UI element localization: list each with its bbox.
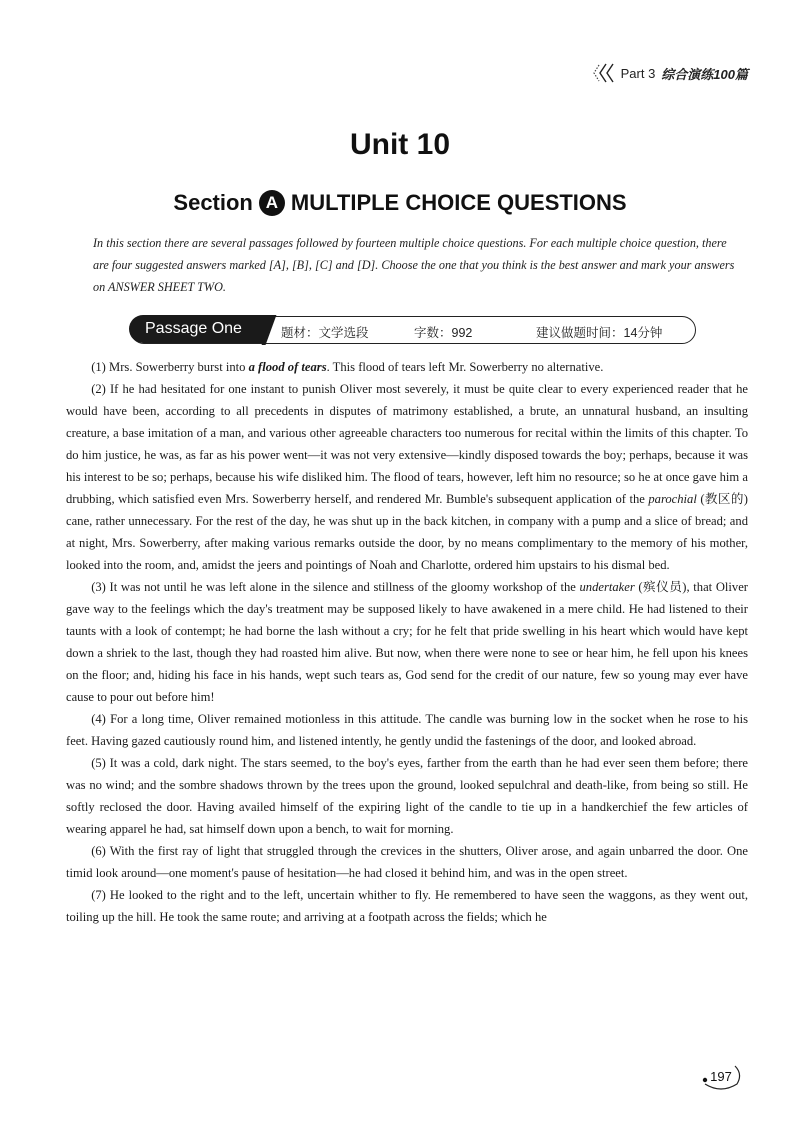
paragraph-1-text-a: (1) Mrs. Sowerberry burst into	[91, 360, 249, 374]
part-arrow-icon	[593, 62, 615, 84]
section-letter-badge: A	[259, 190, 285, 216]
paragraph-1-emphasis: a flood of tears	[248, 360, 327, 374]
passage-body	[66, 356, 748, 928]
paragraph-1-text-b: . This flood of tears left Mr. Sowerberry no alternative.	[326, 360, 604, 374]
paragraph-4: (4) For a long time, Oliver remained motionless in this attitude. The candle was burning low in the socket when he rose to his feet. Having gazed cautiously round him, and listened intently, he gently undid the fastenings of the door, and looked abroad.	[66, 712, 748, 748]
passage-info-bar	[130, 316, 696, 344]
paragraph-5: (5) It was a cold, dark night. The stars seemed, to the boy's eyes, farther from the earth than he had ever seen them before; there was no wind; and the sombre shadows thrown by the trees upon the ground, looked sepulchral and death-like, from being so still. He softly reclosed the door. Having availed himself of the expiring light of the candle to tie up in a handkerchief the few articles of wearing apparel he had, sat himself down upon a bench, to wait for morning.	[66, 756, 748, 836]
page-number	[697, 1062, 745, 1092]
paragraph-1	[66, 356, 748, 378]
paragraph-3-emphasis: undertaker	[579, 580, 635, 594]
paragraph-2-text-b: (教区的) cane, rather unnecessary. For the rest of the day, he was shut up in the back kitchen, in company with a pump and a slice of bread; and at night, Mrs. Sowerberry, after making various remarks outside the door, by no means complimentary to the memory of his mother, looked into the room, and, amidst the jeers and pointings of Noah and Charlotte, ordered him upstairs to his dismal bed.	[66, 492, 748, 572]
part-label: Part 3	[620, 65, 656, 81]
paragraph-3-text-a: (3) It was not until he was left alone in the silence and stillness of the gloomy workshop of the	[91, 580, 580, 594]
section-instructions: In this section there are several passages followed by fourteen multiple choice questions. For each multiple choice question, there are four suggested answers marked [A], [B], [C] and [D]. Choose the one that you think is the best answer and mark your answers on ANSWER SHEET TWO.	[93, 236, 735, 294]
page-number-value: 197	[710, 1069, 732, 1084]
unit-title: Unit 10	[349, 128, 451, 161]
passage-suggested-time: 建议做题时间：14分钟	[536, 326, 663, 340]
paragraph-2	[66, 378, 748, 576]
paragraph-3	[66, 576, 748, 708]
passage-word-count: 字数：992	[414, 326, 473, 340]
section-label: Section	[173, 190, 253, 215]
passage-material: 题材：文学选段	[281, 326, 369, 340]
passage-tag: Passage One	[129, 315, 263, 343]
paragraph-2-text-a: (2) If he had hesitated for one instant to punish Oliver most severely, it must be quite clear to every experienced reader that he would have been, according to all precedents in disputes of matrimony established, a brute, an unnatural husband, an insulting creature, a base imitation of a man, and various other agreeable characters too numerous for recital within the limits of this chapter. To do him justice, he was, as far as his power went—it was not very extensive—kindly disposed towards the boy; perhaps, because it was his interest to be so; perhaps, because his wife disliked him. The flood of tears, however, left him no resource; so he at once gave him a drubbing, which satisfied even Mrs. Sowerberry herself, and rendered Mr. Bumble's subsequent application of the	[66, 382, 748, 506]
section-heading	[0, 190, 800, 216]
paragraph-2-emphasis: parochial	[648, 492, 697, 506]
paragraph-7: (7) He looked to the right and to the left, uncertain whither to fly. He remembered to have seen the waggons, as they went out, toiling up the hill. He took the same route; and arriving at a footpath across the fields; which he	[66, 888, 748, 924]
page-header	[593, 62, 748, 84]
paragraph-3-text-b: (殡仪员), that Oliver gave way to the feelings which the day's treatment may be supposed likely to have awakened in a mere child. He had listened to their taunts with a look of contempt; he had borne the lash without a cry; for he felt that pride swelling in his heart which would have kept down a shriek to the last, though they had roasted him alive. But now, when there were none to see or hear him, he fell upon his knees on the floor; and, hiding his face in his hands, wept such tears as, God send for the credit of our nature, few so young may ever have cause to pour out before him!	[66, 580, 748, 704]
paragraph-6: (6) With the first ray of light that struggled through the crevices in the shutters, Oliver arose, and again unbarred the door. One timid look around—one moment's pause of hesitation—he had closed it behind him, and was in the open street.	[66, 844, 748, 880]
section-title: MULTIPLE CHOICE QUESTIONS	[290, 190, 627, 215]
series-title: 综合演练100篇	[661, 66, 748, 82]
